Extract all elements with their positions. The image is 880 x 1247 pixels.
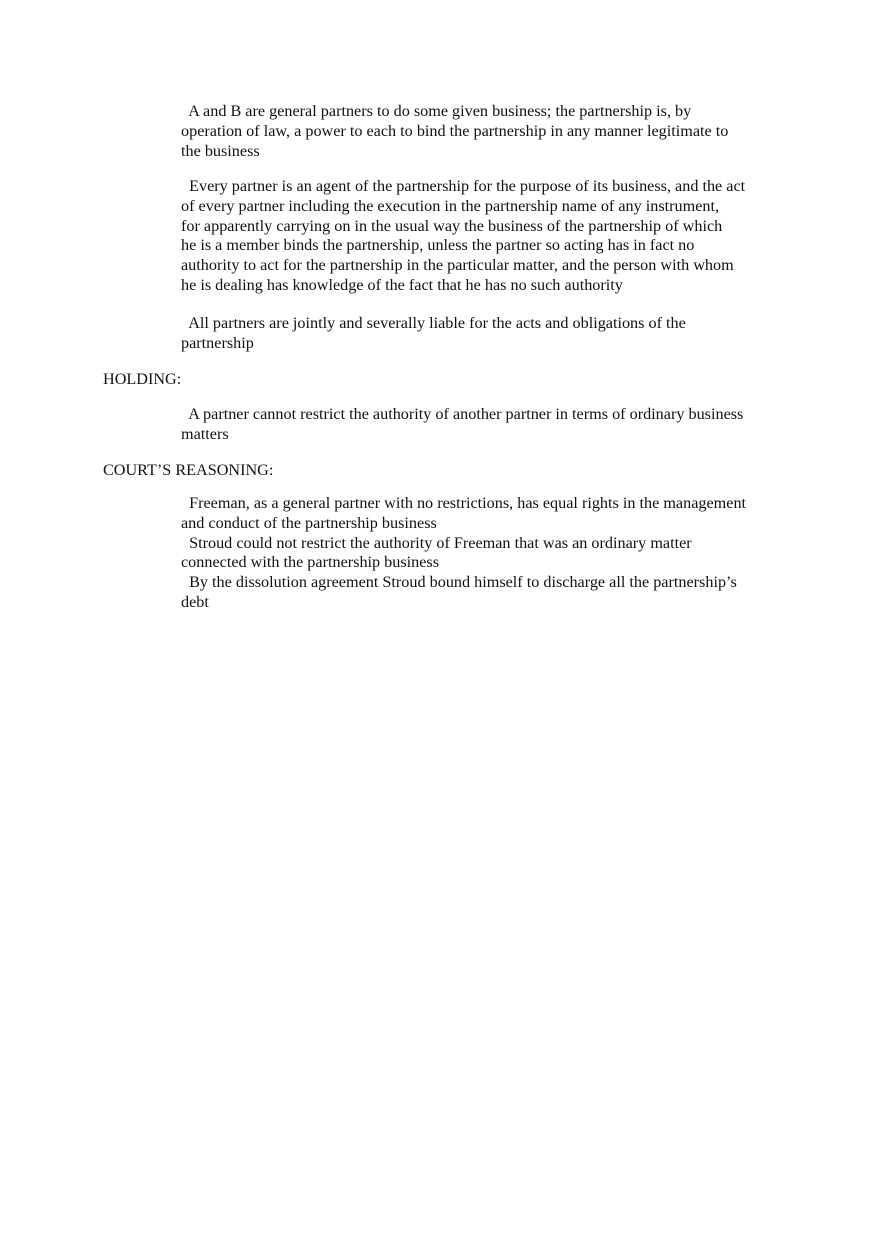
text-line: debt — [181, 592, 209, 611]
holding-paragraph — [181, 405, 791, 445]
rule-paragraph-agency-power — [181, 102, 791, 161]
text-line: A partner cannot restrict the authority of another partner in terms of ordinary business — [181, 405, 744, 423]
text-line: the business — [181, 141, 260, 160]
text-line: Freeman, as a general partner with no restrictions, has equal rights in the management — [181, 494, 747, 512]
text-line: A and B are general partners to do some given business; the partnership is, by — [181, 102, 692, 120]
reasoning-heading: COURT’S REASONING: — [103, 461, 274, 479]
text-line: operation of law, a power to each to bind the partnership in any manner legitimate to — [181, 121, 729, 140]
text-line: All partners are jointly and severally liable for the acts and obligations of the — [181, 314, 686, 332]
rule-paragraph-partner-as-agent — [181, 177, 791, 296]
text-line: of every partner including the execution in the partnership name of any instrument, — [181, 196, 720, 215]
text-line: Stroud could not restrict the authority of Freeman that was an ordinary matter — [181, 533, 692, 552]
text-line: he is a member binds the partnership, unless the partner so acting has in fact no — [181, 236, 695, 255]
text-line: authority to act for the partnership in the particular matter, and the person with whom — [181, 256, 734, 275]
text-line: matters — [181, 424, 229, 443]
text-line: for apparently carrying on in the usual way the business of the partnership of which — [181, 216, 723, 235]
rule-paragraph-joint-liability — [181, 314, 791, 354]
holding-heading: HOLDING: — [103, 370, 182, 388]
text-line: connected with the partnership business — [181, 553, 440, 572]
text-line: and conduct of the partnership business — [181, 513, 437, 532]
reasoning-paragraph — [181, 494, 791, 613]
text-line: By the dissolution agreement Stroud bound himself to discharge all the partnership’s — [181, 573, 737, 592]
text-line: Every partner is an agent of the partnership for the purpose of its business, and the act — [181, 177, 746, 195]
text-line: partnership — [181, 333, 254, 352]
text-line: he is dealing has knowledge of the fact that he has no such authority — [181, 275, 623, 294]
